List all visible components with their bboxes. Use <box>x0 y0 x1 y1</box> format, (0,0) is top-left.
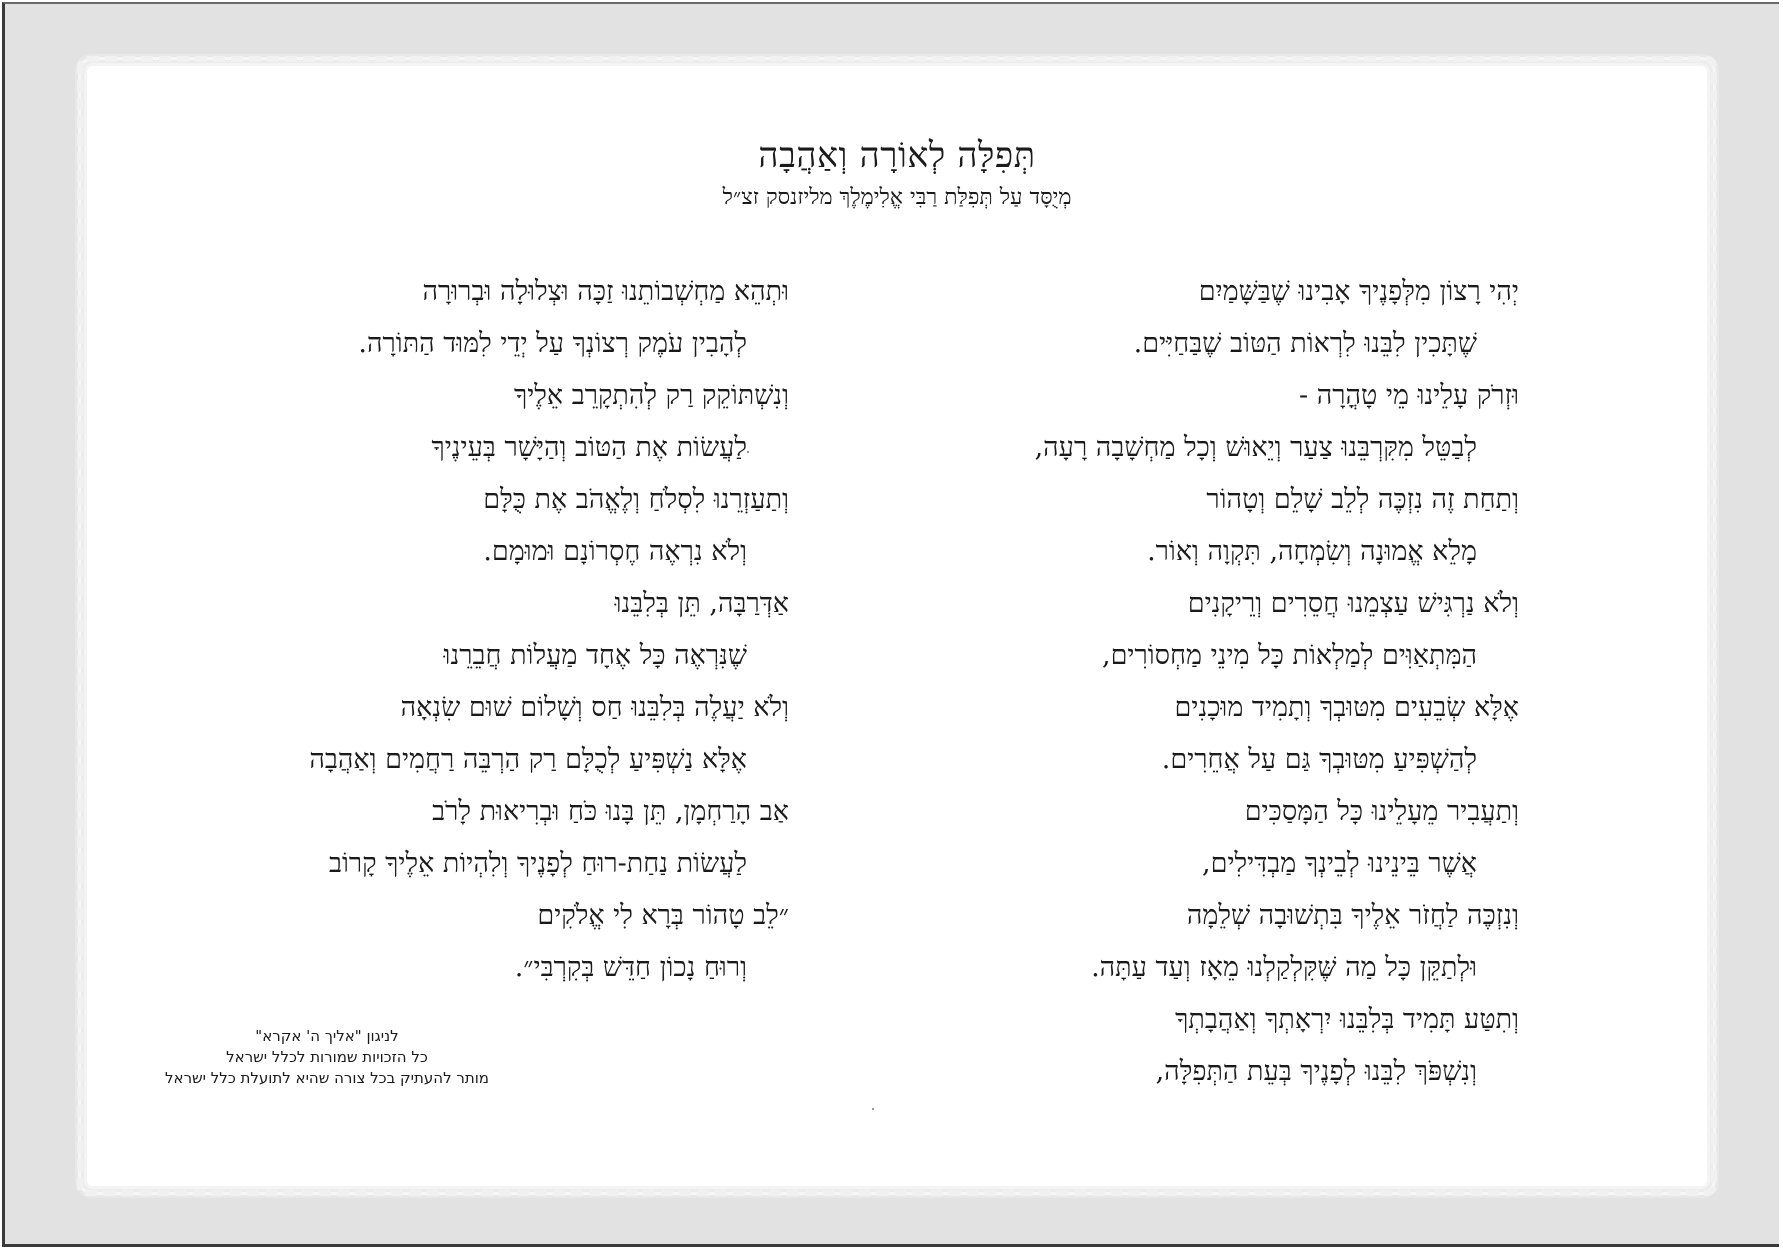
verse-line: לַעֲשׂוֹת נַחַת-רוּחַ לְפָנֶיךָ וְלִהְיוֹת אֵלֶיךָ קָרוֹב <box>328 848 747 879</box>
verse-line: וְנִשְׁפֹּךְ לִבֵּנוּ לְפָנֶיךָ בְּעֵת הַתְּפִלָּה, <box>1155 1056 1477 1087</box>
verse-line: לְהָבִין עֹמֶק רְצוֹנְךָ עַל יְדֵי לִמּוּד הַתּוֹרָה. <box>358 328 747 359</box>
verse-line: שֶׁתָּכִין לִבֵּנוּ לִרְאוֹת הַטּוֹב שֶׁבַּחַיִּים. <box>1133 328 1477 359</box>
left-column-verses <box>149 266 789 994</box>
verse-line: וּזְרֹק עָלֵינוּ מֵי טָהֳרָה - <box>1299 380 1519 411</box>
verse-line: וְנִשְׁתּוֹקֵק רַק לְהִתְקָרֵב אֵלֶיךָ <box>513 380 789 411</box>
copy-permission-note: מותר להעתיק בכל צורה שהיא לתועלת כלל ישראל <box>165 1069 489 1087</box>
verse-line: ״לֵב טָהוֹר בְּרָא לִי אֱלֹקִים <box>537 900 789 931</box>
verse-line: לְהַשְׁפִּיעַ מִטּוּבְךָ גַּם עַל אֲחֵרִים. <box>1161 744 1477 775</box>
scan-background <box>2 2 1779 1247</box>
verse-line: יְהִי רָצוֹן מִלְּפָנֶיךָ אָבִינוּ שֶׁבַּשָּׁמַיִם <box>1198 276 1519 307</box>
credits-block <box>127 1026 527 1089</box>
verse-line: וּתְהֵא מַחְשְׁבוֹתֵנוּ זַכָּה וּצְלוּלָה וּבְרוּרָה <box>422 276 789 307</box>
verse-line: וְנִזְכֶּה לַחֲזֹר אֵלֶיךָ בִּתְשׁוּבָה שְׁלֵמָה <box>1186 900 1519 931</box>
verse-line: וְתִטַּע תָּמִיד בְּלִבֵּנוּ יִרְאָתְךָ וְאַהֲבָתְךָ <box>1175 1004 1519 1035</box>
melody-note: לניגון "אליך ה' אקרא" <box>255 1027 399 1045</box>
verse-line: הַמִּתְאַוִּים לְמַלְאוֹת כָּל מִינֵי מַחְסוֹרִים, <box>1101 640 1477 671</box>
page-subtitle: מְיֻסָּד עַל תְּפִלַּת רַבִּי אֱלִימֶלֶךְ מליזנסק זצ״ל <box>722 185 1072 210</box>
verse-line: אַדְּרַבָּה, תֵּן בְּלִבֵּנוּ <box>614 588 789 619</box>
verse-line: וְתַעֲבִיר מֵעָלֵינוּ כָּל הַמָּסַכִּים <box>1244 796 1519 827</box>
scan-speck <box>747 451 749 453</box>
verse-line: אֶלָּא נַשְׁפִּיעַ לְכֻלָּם רַק הַרְבֵּה רַחֲמִים וְאַהֲבָה <box>309 744 747 775</box>
verse-line: אֶלָּא שְׂבֵעִים מִטּוּבְךָ וְתָמִיד מוּכָנִים <box>1174 692 1519 723</box>
verse-line: שֶׁנִּרְאֶה כָּל אֶחָד מַעֲלוֹת חֲבֵרֵנוּ <box>443 640 747 671</box>
verse-line: וְלֹא נִרְאֶה חֶסְרוֹנָם וּמוּמָם. <box>483 536 747 567</box>
verse-line: אַב הָרַחְמָן, תֵּן בָּנוּ כֹּחַ וּבְרִיאוּת לָרֹב <box>432 796 789 827</box>
verse-line: וְלֹא נַרְגִּישׁ עַצְמֵנוּ חֲסֵרִים וְרֵיקָנִים <box>1187 588 1519 619</box>
verse-line: וְתַעַזְרֵנוּ לִסְלֹחַ וְלֶאֱהֹב אֶת כֻּלָּם <box>483 484 789 515</box>
scan-speck <box>872 1108 874 1110</box>
prayer-card <box>87 66 1707 1186</box>
verse-line: לַעֲשׂוֹת אֶת הַטּוֹב וְהַיָּשָׁר בְּעֵינֶיךָ <box>431 432 747 463</box>
verse-line: וְתַחַת זֶה נִזְכֶּה לְלֵב שָׁלֵם וְטָהוֹר <box>1206 484 1519 515</box>
verse-line: אֲשֶׁר בֵּינֵינוּ לְבֵינְךָ מַבְדִּילִים, <box>1202 848 1477 879</box>
verse-line: וְלֹא יַעֲלֶה בְּלִבֵּנוּ חַס וְשָׁלוֹם שׁוּם שִׂנְאָה <box>400 692 789 723</box>
rights-note: כל הזכויות שמורות לכלל ישראל <box>226 1048 428 1066</box>
page-title: תְּפִלָּה לְאוֹרָה וְאַהֲבָה <box>758 136 1036 176</box>
verse-line: וּלְתַקֵּן כָּל מַה שֶּׁקִּלְקַלְנוּ מֵאָז וְעַד עַתָּה. <box>1091 952 1477 983</box>
verse-line: וְרוּחַ נָכוֹן חַדֵּשׁ בְּקִרְבִּי״. <box>514 952 747 983</box>
verse-line: לְבַטֵּל מִקִּרְבֵּנוּ צַעַר וְיֵאוּשׁ וְכָל מַחְשָׁבָה רָעָה, <box>1034 432 1477 463</box>
right-column-verses <box>879 266 1519 1098</box>
verse-line: מָלֵא אֱמוּנָה וְשִׂמְחָה, תִּקְוָה וְאוֹר. <box>1147 536 1477 567</box>
